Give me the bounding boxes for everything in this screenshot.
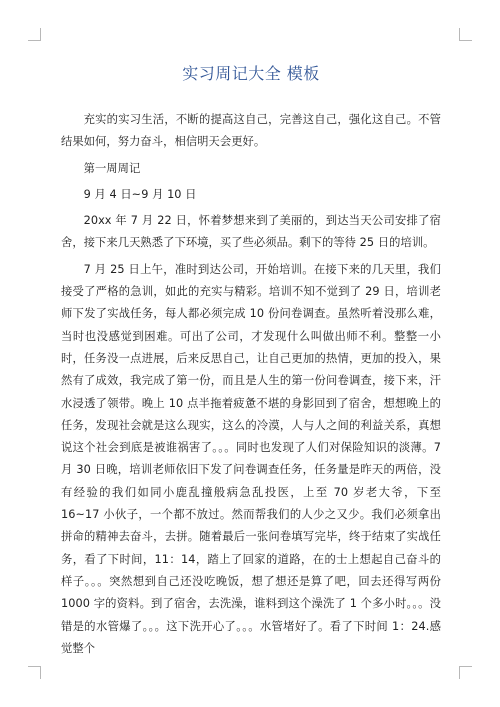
page-corner-mark-top-right — [459, 28, 472, 41]
training-paragraph: 7 月 25 日上午，准时到达公司，开始培训。在接下来的几天里，我们接受了严格的急训，如此的充实与精彩。培训不知不觉到了 29 日，培训老师下发了实战任务，每人都必须完成 10 份问卷调查。虽然听着没那么难，当时也没感觉到困难。可出了公司，才发现什么叫做出师不利。整整一小时，任务没一点进展，后来反思自己，让自己更加的热情，更加的投入，果然有了成效，我完成了第一份，而且是人生的第一份问卷调查，接下来，汗水浸透了领带。晚上 10 点半拖着疲惫不堪的身影回到了宿舍，想想晚上的任务，发现社会就是这么现实，这么的冷漠，人与人之间的利益关系，真想说这个社会到底是被谁祸害了。。。同时也发现了人们对保险知识的淡薄。7 月 30 日晚，培训老师依旧下发了问卷调查任务，任务量是昨天的两倍，没有经验的我们如同小鹿乱撞般病急乱投医，上至 70 岁老大爷，下至 16~17 小伙子，一个都不放过。然而帮我们的人少之又少。我们必须拿出拼命的精神去奋斗，去拼。随着最后一张问卷填写完毕，终于结束了实战任务，看了下时间，11：14，踏上了回家的道路，在的士上想起自己奋斗的样子。。。突然想到自己还没吃晚饭，想了想还是算了吧，回去还得写两份 1000 字的资料。到了宿舍，去洗澡，谁料到这个澡洗了 1 个多小时。。。没错是的水管爆了。。。这下洗开心了。。。水管堵好了。看了下时间 1：24.感觉整个 — [61, 262, 441, 655]
page-corner-mark-top-left — [28, 28, 41, 41]
page-corner-mark-bottom-left — [28, 666, 41, 679]
document-title: 实习周记大全 模板 — [182, 64, 320, 83]
page-corner-mark-bottom-right — [459, 666, 472, 679]
arrival-paragraph: 20xx 年 7 月 22 日，怀着梦想来到了美丽的，到达当天公司安排了宿舍，接下来几天熟悉了下环境，买了些必须品。剩下的等待 25 日的培训。 — [61, 214, 441, 250]
intro-paragraph: 充实的实习生活，不断的提高这自己，完善这自己，强化这自己。不管结果如何，努力奋斗，相信明天会更好。 — [61, 113, 441, 149]
document-page — [61, 62, 441, 660]
date-range: 9 月 4 日~9 月 10 日 — [83, 187, 197, 201]
week-heading: 第一周周记 — [83, 161, 141, 175]
